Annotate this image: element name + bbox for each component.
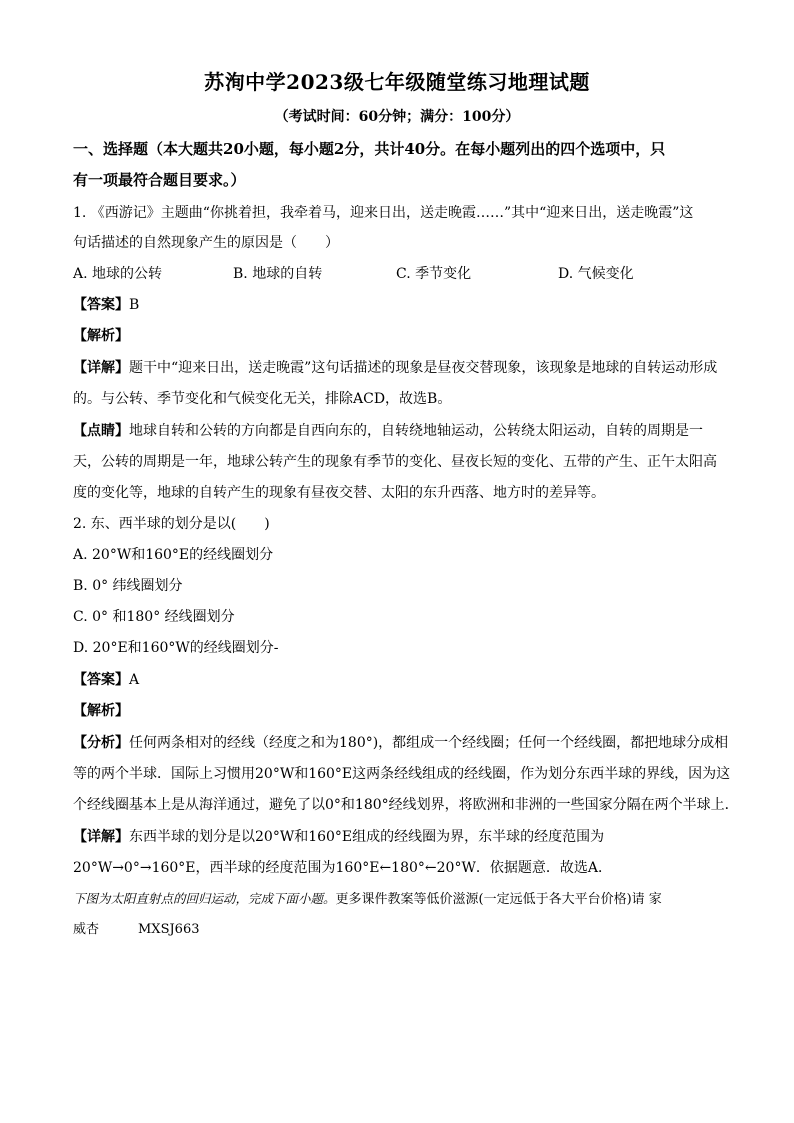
q1-stem-line2: 句话描述的自然现象产生的原因是（ ） bbox=[73, 235, 339, 251]
fenxi-text: 任何两条相对的经线（经度之和为180°)，都组成一个经线圈；任何一个经线圈，都把地球分成相 bbox=[129, 735, 729, 751]
q1-option-a: A. 地球的公转 bbox=[73, 266, 163, 282]
q1-detail-line1 bbox=[73, 358, 723, 378]
q1-answer bbox=[73, 295, 723, 315]
fenxi-tag: 【分析】 bbox=[73, 735, 129, 751]
page-title: 苏洵中学2023级七年级随堂练习地理试题 bbox=[204, 70, 590, 94]
detail-tag: 【详解】 bbox=[73, 360, 129, 376]
q1-comment-line1 bbox=[73, 421, 723, 441]
q2-fenxi-line1 bbox=[73, 733, 729, 753]
comment-text: 地球自转和公转的方向都是自西向东的，自转绕地轴运动，公转绕太阳运动，自转的周期是一 bbox=[129, 423, 703, 439]
q2-detail-line2: 20°W→0°→160°E，西半球的经度范围为160°E←180°←20°W．依据题意．故选A． bbox=[73, 860, 612, 876]
answer-value: A bbox=[129, 672, 140, 688]
q1-analysis-tag: 【解析】 bbox=[73, 328, 129, 344]
answer-tag: 【答案】 bbox=[73, 672, 129, 688]
q1-comment-line2: 天，公转的周期是一年，地球公转产生的现象有季节的变化、昼夜长短的变化、五带的产生、正午太阳高 bbox=[73, 454, 717, 470]
detail-tag: 【详解】 bbox=[73, 829, 129, 845]
exam-info: （考试时间：60分钟；满分：100分） bbox=[274, 109, 520, 125]
footer-line2: 威杏 MXSJ663 bbox=[73, 922, 200, 937]
detail-text: 东西半球的划分是以20°W和160°E组成的经线圈为界，东半球的经度范围为 bbox=[129, 829, 605, 845]
q1-option-c: C. 季节变化 bbox=[396, 266, 472, 282]
footer-promo: 更多课件教案等低价滋源(一定远低于各大平台价格)请 家 bbox=[335, 892, 662, 907]
q1-comment-line3: 度的变化等，地球的自转产生的现象有昼夜交替、太阳的东升西落、地方时的差异等。 bbox=[73, 485, 605, 501]
q2-fenxi-line3: 个经线圈基本上是从海洋通过，避免了以0°和180°经线划界，将欧洲和非洲的一些国家分隔在两个半球上． bbox=[73, 797, 739, 813]
q1-stem-line1: 1. 《西游记》主题曲“你挑着担，我牵着马，迎来日出，送走晚霞……”其中“迎来日出，送走晚霞”这 bbox=[73, 205, 694, 221]
section-heading-line2: 有一项最符合题目要求。） bbox=[73, 171, 246, 189]
q2-option-c: C. 0° 和180° 经线圈划分 bbox=[73, 609, 235, 625]
q2-option-b: B. 0° 纬线圈划分 bbox=[73, 578, 183, 594]
q2-detail-line1 bbox=[73, 827, 723, 847]
q1-option-b: B. 地球的自转 bbox=[233, 266, 323, 282]
detail-text: 题干中“迎来日出，送走晚霞”这句话描述的现象是昼夜交替现象，该现象是地球的自转运动形成 bbox=[129, 360, 718, 376]
q1-option-d: D. 气候变化 bbox=[558, 266, 634, 282]
q1-detail-line2: 的。与公转、季节变化和气候变化无关，排除ACD，故选B。 bbox=[73, 391, 452, 407]
q2-option-a: A. 20°W和160°E的经线圈划分 bbox=[73, 547, 274, 563]
q2-analysis-tag: 【解析】 bbox=[73, 703, 129, 719]
answer-tag: 【答案】 bbox=[73, 297, 129, 313]
section-heading-line1: 一、选择题（本大题共20小题，每小题2分，共计40分。在每小题列出的四个选项中，只 bbox=[73, 140, 666, 158]
footer-instruction: 下图为太阳直射点的回归运动，完成下面小题。 bbox=[73, 891, 336, 906]
q2-option-d: D. 20°E和160°W的经线圈划分- bbox=[73, 640, 279, 656]
footer-line1 bbox=[73, 889, 723, 910]
comment-tag: 【点睛】 bbox=[73, 423, 129, 439]
q2-answer bbox=[73, 670, 723, 690]
q2-stem: 2. 东、西半球的划分是以( ) bbox=[73, 516, 270, 532]
q2-fenxi-line2: 等的两个半球．国际上习惯用20°W和160°E这两条经线组成的经线圈，作为划分东西半球的界线，因为这 bbox=[73, 766, 731, 782]
answer-value: B bbox=[129, 297, 140, 313]
